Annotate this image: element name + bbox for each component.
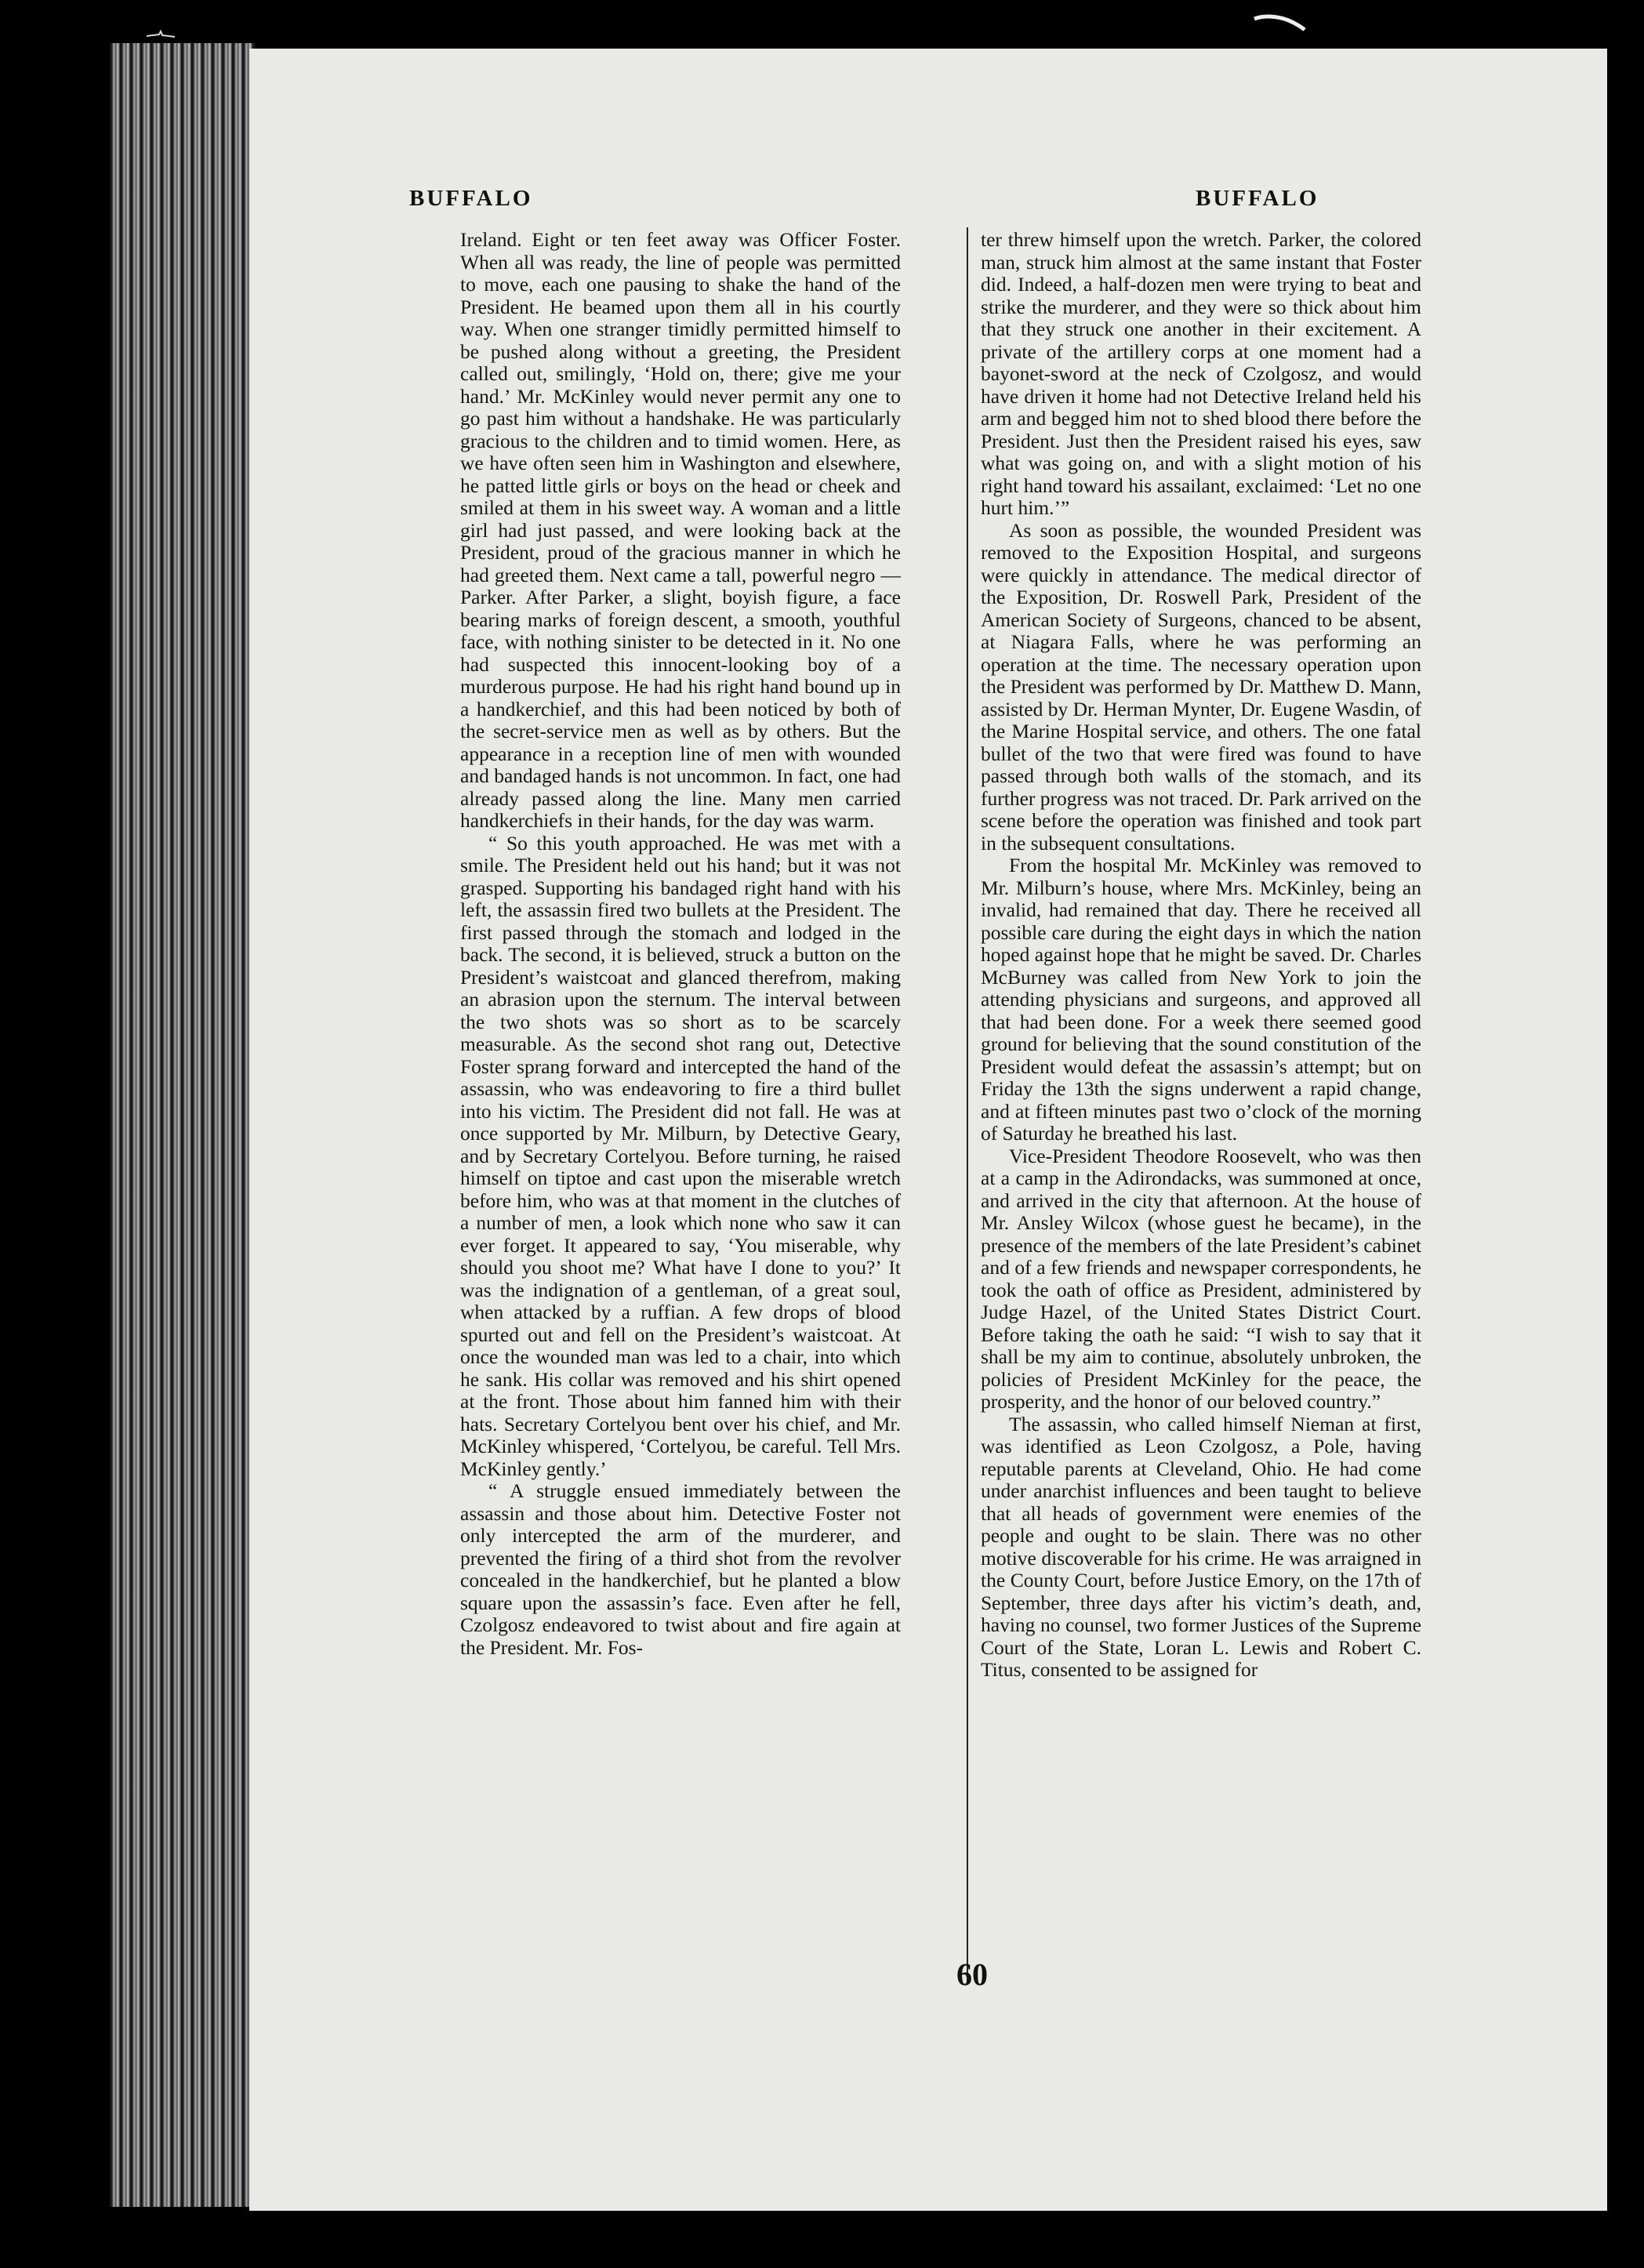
running-head-left: BUFFALO [409, 186, 533, 211]
paragraph: ter threw himself upon the wretch. Parker, the colored man, struck him almost at the same instant that Foster did. Indeed, a half-dozen men were trying to beat and strike the murderer, and they were so thick about him that they struck one another in their excitement. A private of the artillery corps at one moment had a bayonet-sword at the neck of Czolgosz, and would have driven it home had not Detective Ireland held his arm and begged him not to shed blood there before the President. Just then the President raised his eyes, saw what was going on, and with a slight motion of his right hand toward his assailant, exclaimed: ‘Let no one hurt him.’” [981, 228, 1421, 519]
left-column [460, 229, 901, 1659]
book-page-edges [110, 43, 255, 2207]
right-column [981, 229, 1421, 1682]
paragraph: “ A struggle ensued immediately between the assassin and those about him. Detective Foster not only intercepted the arm of the murderer, and prevented the firing of a third shot from the revolver concealed in the handkerchief, but he planted a blow square upon the assassin’s face. Even after he fell, Czolgosz endeavored to twist about and fire again at the President. Mr. Fos- [460, 1479, 901, 1659]
paragraph: The assassin, who called himself Nieman at first, was identified as Leon Czolgosz, a Pole, having reputable parents at Cleveland, Ohio. He had come under anarchist influences and been taught to believe that all heads of government were enemies of the people and ought to be slain. There was no other motive discoverable for his crime. He was arraigned in the County Court, before Justice Emory, on the 17th of September, three days after his victim’s death, and, having no counsel, two former Justices of the Supreme Court of the State, Loran L. Lewis and Robert C. Titus, consented to be assigned for [981, 1412, 1421, 1681]
scan-artifact-smudge [1251, 11, 1306, 33]
running-head-right: BUFFALO [1196, 186, 1319, 211]
paragraph: As soon as possible, the wounded President was removed to the Exposition Hospital, and surgeons were quickly in attendance. The medical director of the Exposition, Dr. Roswell Park, President of the American Society of Surgeons, chanced to be absent, at Niagara Falls, where he was performing an operation at the time. The necessary operation upon the President was performed by Dr. Matthew D. Mann, assisted by Dr. Herman Mynter, Dr. Eugene Wasdin, of the Marine Hospital service, and others. The one fatal bullet of the two that were fired was found to have passed through both walls of the stomach, and its further progress was not traced. Dr. Park arrived on the scene before the operation was finished and took part in the subsequent consultations. [981, 518, 1421, 855]
paragraph: Ireland. Eight or ten feet away was Officer Foster. When all was ready, the line of people was permitted to move, each one pausing to shake the hand of the President. He beamed upon them all in his courtly way. When one stranger timidly permitted himself to be pushed along without a greeting, the President called out, smilingly, ‘Hold on, there; give me your hand.’ Mr. McKinley would never permit any one to go past him without a handshake. He was particularly gracious to the children and to timid women. Here, as we have often seen him in Washington and elsewhere, he patted little girls or boys on the head or cheek and smiled at them in his sweet way. A woman and a little girl had just passed, and were looking back at the President, proud of the gracious manner in which he had greeted them. Next came a tall, powerful negro — Parker. After Parker, a slight, boyish figure, a face bearing marks of foreign descent, a smooth, youthful face, with nothing sinister to be detected in it. No one had suspected this innocent-looking boy of a murderous purpose. He had his right hand bound up in a handkerchief, and this had been noticed by both of the secret-service men as well as by others. But the appearance in a reception line of men with wounded and bandaged hands is not uncommon. In fact, one had already passed along the line. Many men carried handkerchiefs in their hands, for the day was warm. [460, 228, 901, 832]
page-number: 60 [956, 1957, 988, 1992]
scan-artifact-mark [145, 30, 176, 41]
column-divider [967, 227, 968, 1976]
paragraph: “ So this youth approached. He was met with a smile. The President held out his hand; but it was not grasped. Supporting his bandaged right hand with his left, the assassin fired two bullets at the President. The first passed through the stomach and lodged in the back. The second, it is believed, struck a button on the President’s waistcoat and glanced therefrom, making an abrasion upon the sternum. The interval between the two shots was so short as to be scarcely measurable. As the second shot rang out, Detective Foster sprang forward and intercepted the hand of the assassin, who was endeavoring to fire a third bullet into his victim. The President did not fall. He was at once supported by Mr. Milburn, by Detective Geary, and by Secretary Cortelyou. Before turning, he raised himself on tiptoe and cast upon the miserable wretch before him, who was at that moment in the clutches of a number of men, a look which none who saw it can ever forget. It appeared to say, ‘You miserable, why should you shoot me? What have I done to you?’ It was the indignation of a gentleman, of a great soul, when attacked by a ruffian. A few drops of blood spurted out and fell on the President’s waistcoat. At once the wounded man was led to a chair, into which he sank. His collar was removed and his shirt opened at the front. Those about him fanned him with their hats. Secretary Cortelyou bent over his chief, and Mr. McKinley whispered, ‘Cortelyou, be careful. Tell Mrs. McKinley gently.’ [460, 831, 901, 1480]
paragraph: Vice-President Theodore Roosevelt, who was then at a camp in the Adirondacks, was summoned at once, and arrived in the city that afternoon. At the house of Mr. Ansley Wilcox (whose guest he became), in the presence of the members of the late President’s cabinet and of a few friends and newspaper correspondents, he took the oath of office as President, administered by Judge Hazel, of the United States District Court. Before taking the oath he said: “I wish to say that it shall be my aim to continue, absolutely unbroken, the policies of President McKinley for the peace, the prosperity, and the honor of our beloved country.” [981, 1144, 1421, 1413]
paragraph: From the hospital Mr. McKinley was removed to Mr. Milburn’s house, where Mrs. McKinley, being an invalid, had remained that day. There he received all possible care during the eight days in which the nation hoped against hope that he might be saved. Dr. Charles McBurney was called from New York to join the attending physicians and surgeons, and approved all that had been done. For a week there seemed good ground for believing that the sound constitution of the President would defeat the assassin’s attempt; but on Friday the 13th the signs underwent a rapid change, and at fifteen minutes past two o’clock of the morning of Saturday he breathed his last. [981, 854, 1421, 1145]
